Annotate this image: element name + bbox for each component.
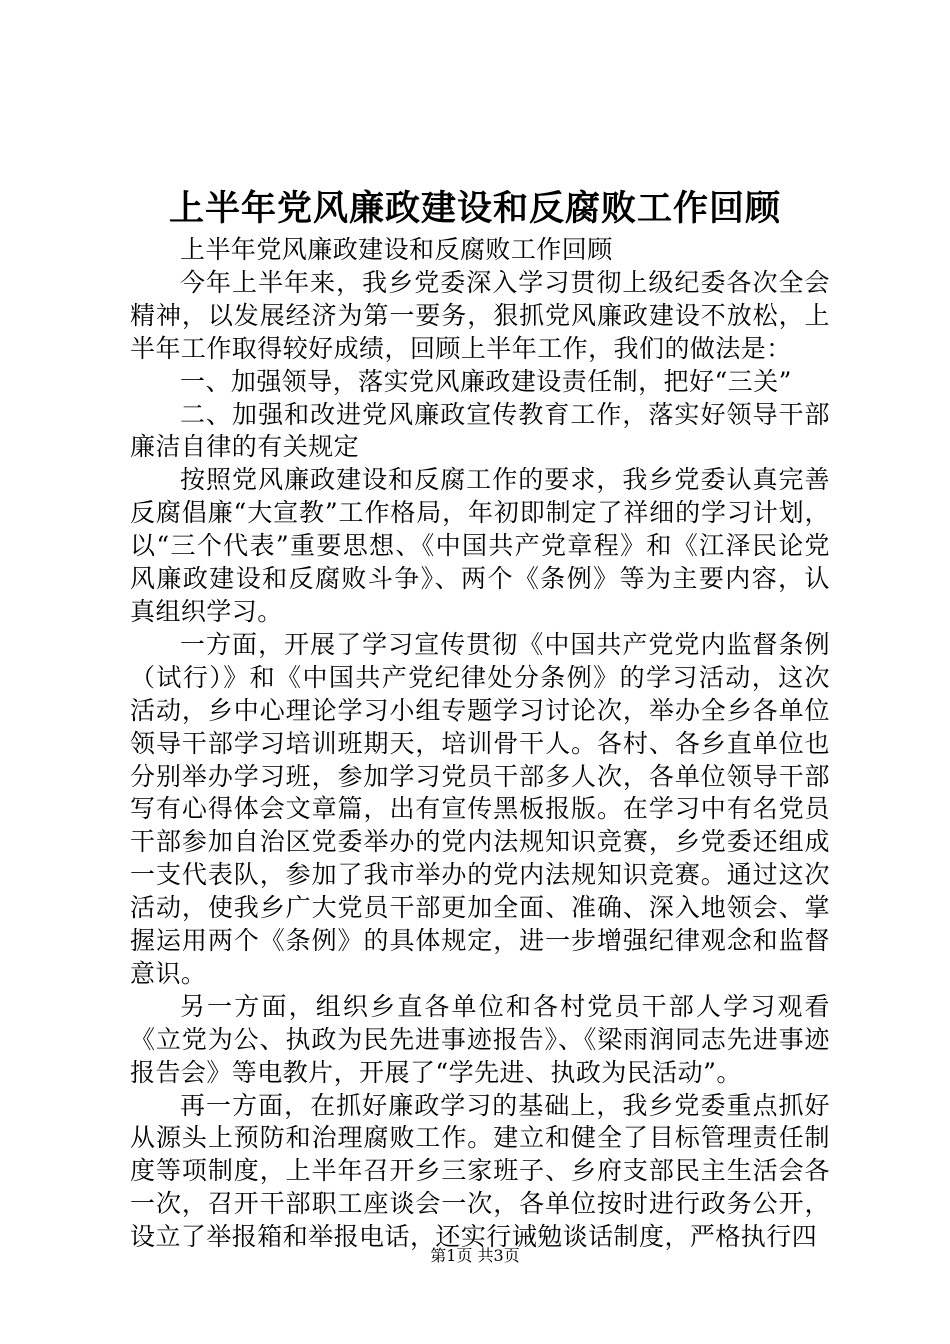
paragraph-study-plan: 按照党风廉政建设和反腐工作的要求，我乡党委认真完善反腐倡廉“大宣教”工作格局，年初即制定了祥细的学习计划，以“三个代表”重要思想、《中国共产党章程》和《江泽民论党风廉政建设和反腐败斗争》、两个《条例》等为主要内容，认真组织学习。 — [130, 465, 830, 626]
paragraph-second-aspect: 另一方面，组织乡直各单位和各村党员干部人学习观看《立党为公、执政为民先进事迹报告》、《梁雨润同志先进事迹报告会》等电教片，开展了“学先进、执政为民活动”。 — [130, 991, 830, 1087]
document-title: 上半年党风廉政建设和反腐败工作回顾 — [168, 188, 781, 229]
document-body — [130, 234, 830, 1254]
paragraph-subtitle: 上半年党风廉政建设和反腐败工作回顾 — [180, 235, 613, 264]
paragraph-first-aspect: 一方面，开展了学习宣传贯彻《中国共产党党内监督条例（试行）》和《中国共产党纪律处分条例》的学习活动，这次活动，乡中心理论学习小组专题学习讨论次，举办全乡各单位领导干部学习培训班期天，培训骨干人。各村、各乡直单位也分别举办学习班，参加学习党员干部多人次，各单位领导干部写有心得体会文章篇，出有宣传黑板报版。在学习中有名党员干部参加自治区党委举办的党内法规知识竞赛，乡党委还组成一支代表队，参加了我市举办的党内法规知识竞赛。通过这次活动，使我乡广大党员干部更加全面、准确、深入地领会、掌握运用两个《条例》的具体规定，进一步增强纪律观念和监督意识。 — [130, 629, 830, 988]
paragraph-intro: 今年上半年来，我乡党委深入学习贯彻上级纪委各次全会精神，以发展经济为第一要务，狠抓党风廉政建设不放松，上半年工作取得较好成绩，回顾上半年工作，我们的做法是： — [130, 267, 830, 363]
page-footer: 第1页 共3页 — [430, 1246, 520, 1265]
paragraph-third-aspect: 再一方面，在抓好廉政学习的基础上，我乡党委重点抓好从源头上预防和治理腐败工作。建立和健全了目标管理责任制度等项制度，上半年召开乡三家班子、乡府支部民主生活会各一次，召开干部职工座谈会一次，各单位按时进行政务公开，设立了举报箱和举报电话，还实行诫勉谈话制度，严格执行四 — [130, 1090, 830, 1252]
paragraph-heading-2: 二、加强和改进党风廉政宣传教育工作，落实好领导干部廉洁自律的有关规定 — [130, 399, 830, 462]
paragraph-heading-1: 一、加强领导，落实党风廉政建设责任制，把好“三关” — [180, 366, 792, 396]
